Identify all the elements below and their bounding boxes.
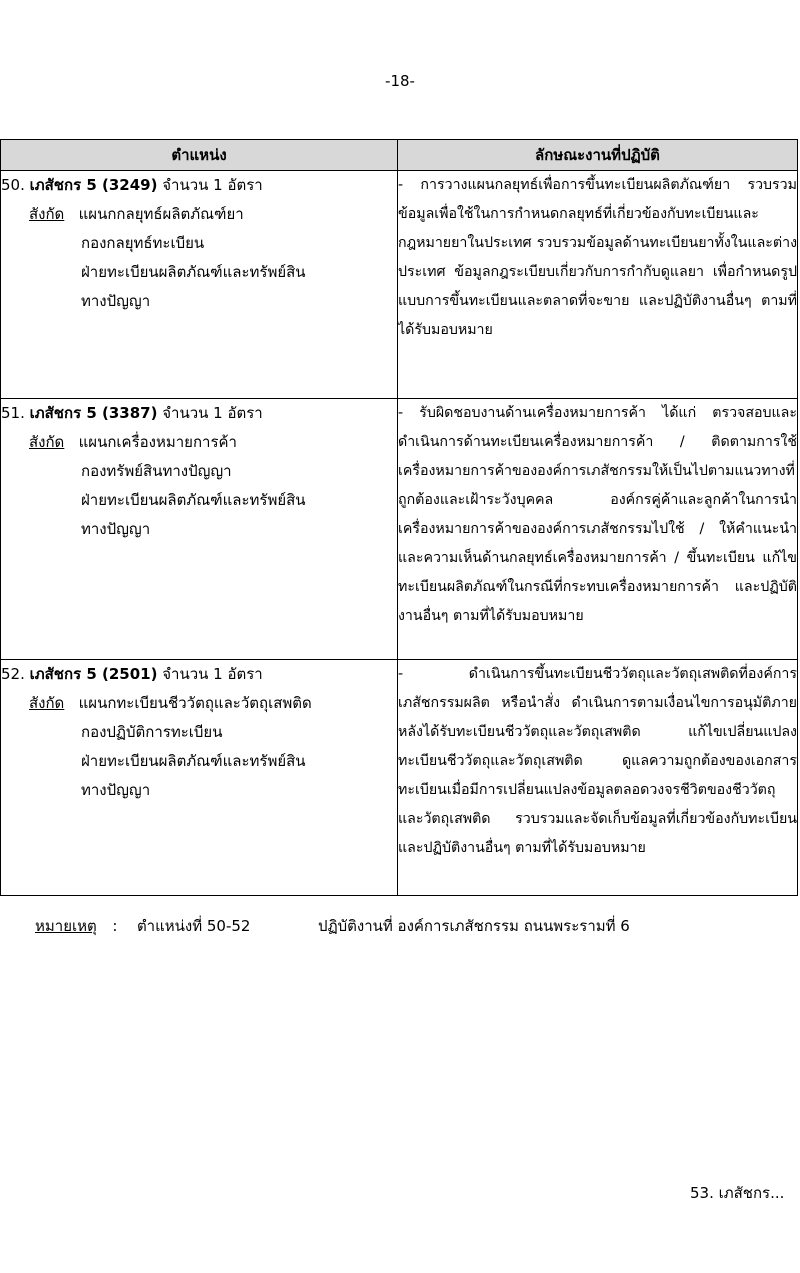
header-duties: ลักษณะงานที่ปฏิบัติ [398,140,798,171]
table-row [1,660,798,896]
affiliation-label: สังกัด [29,205,65,223]
position-count: จำนวน 1 อัตรา [162,176,263,194]
row-number: 51. [1,404,25,422]
footnote [35,914,630,938]
note-colon: : [112,917,118,935]
unit-line: กองกลยุทธ์ทะเบียน [81,234,205,252]
note-location: ปฏิบัติงานที่ องค์การเภสัชกรรม ถนนพระรามที่ 6 [318,917,630,935]
position-cell [1,660,398,896]
duties-cell [398,660,798,896]
unit-line: ฝ่ายทะเบียนผลิตภัณฑ์และทรัพย์สิน [81,491,306,509]
duties-text: - ดำเนินการขึ้นทะเบียนชีววัตถุและวัตถุเสพติดที่องค์การเภสัชกรรมผลิต หรือนำสั่ง ดำเนินการตามเงื่อนไขการอนุมัติภายหลังได้รับทะเบียนชีววัตถุและวัตถุเสพติด แก้ไขเปลี่ยนแปลงทะเบียนชีววัตถุและวัตถุเสพติด ดูแลความถูกต้องของเอกสารทะเบียนเมื่อมีการเปลี่ยนแปลงข้อมูลตลอดวงจรชีวิตของชีววัตถุและวัตถุเสพติด รวบรวมและจัดเก็บข้อมูลที่เกี่ยวข้องกับทะเบียน และปฏิบัติงานอื่นๆ ตามที่ได้รับมอบหมาย [398,666,797,856]
unit-line: ฝ่ายทะเบียนผลิตภัณฑ์และทรัพย์สิน [81,752,306,770]
affiliation-label: สังกัด [29,694,65,712]
unit-line: ทางปัญญา [81,781,151,799]
continuation-text: 53. เภสัชกร... [690,1184,785,1202]
note-positions: ตำแหน่งที่ 50-52 [136,917,251,935]
duties-text: - การวางแผนกลยุทธ์เพื่อการขึ้นทะเบียนผลิตภัณฑ์ยา รวบรวมข้อมูลเพื่อใช้ในการกำหนดกลยุทธ์ที่เกี่ยวข้องกับทะเบียนและกฎหมายยาในประเทศ รวบรวมข้อมูลด้านทะเบียนยาทั้งในและต่างประเทศ ข้อมูลกฎระเบียบเกี่ยวกับการกำกับดูแลยา เพื่อกำหนดรูปแบบการขึ้นทะเบียนและตลาดที่จะขาย และปฏิบัติงานอื่นๆ ตามที่ได้รับมอบหมาย [398,177,797,338]
row-number: 52. [1,665,25,683]
note-label: หมายเหตุ [35,917,97,935]
unit-line: กองปฏิบัติการทะเบียน [81,723,223,741]
duties-cell [398,399,798,660]
position-title: เภสัชกร 5 (2501) [29,665,158,683]
duties-cell [398,171,798,399]
position-cell [1,171,398,399]
unit-line: ทางปัญญา [81,520,151,538]
header-position: ตำแหน่ง [1,140,398,171]
position-count: จำนวน 1 อัตรา [162,665,263,683]
table-row [1,171,798,399]
row-number: 50. [1,176,25,194]
position-title: เภสัชกร 5 (3387) [29,404,158,422]
position-cell [1,399,398,660]
table-header-row [1,140,798,171]
unit-line: แผนกทะเบียนชีววัตถุและวัตถุเสพติด [78,694,312,712]
unit-line: ทางปัญญา [81,292,151,310]
unit-line: แผนกเครื่องหมายการค้า [78,433,237,451]
unit-line: แผนกกลยุทธ์ผลิตภัณฑ์ยา [78,205,244,223]
position-title: เภสัชกร 5 (3249) [29,176,158,194]
affiliation-label: สังกัด [29,433,65,451]
job-table [0,139,798,896]
unit-line: กองทรัพย์สินทางปัญญา [81,462,232,480]
unit-line: ฝ่ายทะเบียนผลิตภัณฑ์และทรัพย์สิน [81,263,306,281]
position-count: จำนวน 1 อัตรา [162,404,263,422]
duties-text: - รับผิดชอบงานด้านเครื่องหมายการค้า ได้แก่ ตรวจสอบและดำเนินการด้านทะเบียนเครื่องหมายการค้า / ติดตามการใช้เครื่องหมายการค้าขององค์การเภสัชกรรมให้เป็นไปตามแนวทางที่ถูกต้องและเฝ้าระวังบุคคล องค์กรคู่ค้าและลูกค้าในการนำเครื่องหมายการค้าขององค์การเภสัชกรรมไปใช้ / ให้คำแนะนำและความเห็นด้านกลยุทธ์เครื่องหมายการค้า / ขึ้นทะเบียน แก้ไขทะเบียนผลิตภัณฑ์ในกรณีที่กระทบเครื่องหมายการค้า และปฏิบัติงานอื่นๆ ตามที่ได้รับมอบหมาย [398,405,797,624]
table-row [1,399,798,660]
page-number: -18- [385,72,415,90]
